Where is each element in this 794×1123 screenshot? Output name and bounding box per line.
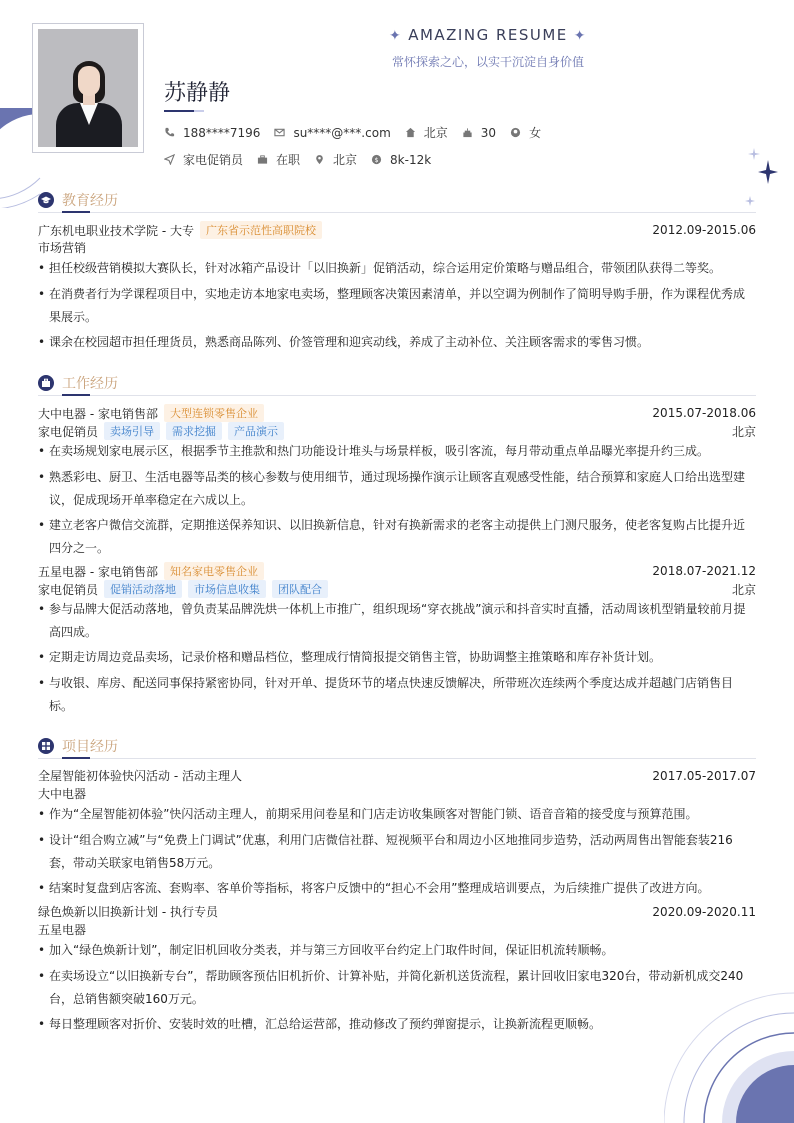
section-divider-accent xyxy=(62,394,90,396)
section-title-projects: 项目经历 xyxy=(62,739,118,755)
project-bullet: • 每日整理顾客对折价、安装时效的吐槽，汇总给运营部，推动修改了预约弹窗提示，让换新流程更顺畅。 xyxy=(38,1013,750,1036)
gender-text: 女 xyxy=(529,126,542,140)
project-bullet: • 加入“绿色焕新计划”，制定旧机回收分类表，并与第三方回收平台约定上门取件时间，保证旧机流转顺畅。 xyxy=(38,939,750,962)
name-underline xyxy=(164,110,194,112)
job-bullet: • 参与品牌大促活动落地，曾负责某品牌洗烘一体机上市推广，组织现场“穿衣挑战”演示和抖音实时直播，活动周该机型销量较前月提高四成。 xyxy=(38,598,750,644)
profile-photo-frame xyxy=(32,23,144,153)
name-underline-accent xyxy=(194,110,204,112)
project-name: 全屋智能初体验快闪活动 - 活动主理人 xyxy=(38,769,242,783)
project-org-line xyxy=(38,921,756,938)
education-major-line xyxy=(38,239,756,256)
graduation-cap-icon xyxy=(38,192,54,208)
job-target-text: 家电促销员 xyxy=(183,153,244,167)
job-target-item xyxy=(164,151,243,168)
money-icon xyxy=(371,154,382,165)
skill-tag: 团队配合 xyxy=(272,580,328,598)
school-tag: 广东省示范性高职院校 xyxy=(200,221,322,239)
job-location: 北京 xyxy=(731,424,756,439)
company-name: 大中电器 - 家电销售部 xyxy=(38,406,158,421)
sparkle-decoration xyxy=(744,146,784,210)
job-bullet: • 熟悉彩电、厨卫、生活电器等品类的核心参数与使用细节，通过现场操作演示让顾客直观感受性能，结合预算和家庭人口给出选型建议，促成现场开单率稳定在六成以上。 xyxy=(38,466,750,512)
city-text: 北京 xyxy=(423,126,448,140)
job-entry-header xyxy=(38,562,756,580)
status-text: 在职 xyxy=(276,153,301,167)
project-bullet: • 结案时复盘到店客流、套购率、客单价等指标，将客户反馈中的“担心不会用”整理成培训要点，为后续推广提供了改进方向。 xyxy=(38,877,750,900)
section-divider-accent xyxy=(62,211,90,213)
project-org: 五星电器 xyxy=(38,923,87,937)
email-item xyxy=(274,126,390,140)
company-tag: 大型连锁零售企业 xyxy=(164,404,264,422)
status-item xyxy=(257,151,300,168)
education-bullet: • 担任校级营销模拟大赛队长，针对冰箱产品设计「以旧换新」促销活动，综合运用定价策略与赠品组合，带领团队获得二等奖。 xyxy=(38,257,750,280)
email-text: su****@***.com xyxy=(293,125,391,140)
skill-tag: 卖场引导 xyxy=(104,422,160,440)
education-date: 2012.09-2015.06 xyxy=(652,223,756,237)
job-position-line xyxy=(38,422,756,440)
company-tag: 知名家电零售企业 xyxy=(164,562,264,580)
email-icon xyxy=(274,127,285,138)
project-date: 2020.09-2020.11 xyxy=(652,904,756,919)
job-date: 2015.07-2018.06 xyxy=(652,406,756,420)
section-divider-accent xyxy=(62,757,90,759)
age-item xyxy=(462,126,496,140)
job-date: 2018.07-2021.12 xyxy=(652,564,756,578)
section-header-work xyxy=(38,373,118,393)
section-title-education: 教育经历 xyxy=(62,193,118,209)
project-entry-header xyxy=(38,903,756,920)
project-bullet: • 设计“组合购立减”与“免费上门调试”优惠，利用门店微信社群、短视频平台和周边小区地推同步造势，活动两周售出智能套装216套，带动关联家电销售58万元。 xyxy=(38,829,750,875)
job-location: 北京 xyxy=(731,582,756,597)
skill-tag: 促销活动落地 xyxy=(104,580,182,598)
section-header-education xyxy=(38,190,118,210)
city-item xyxy=(405,124,448,141)
gender-icon xyxy=(510,127,521,138)
section-header-projects xyxy=(38,736,118,756)
project-bullet: • 作为“全屋智能初体验”快闪活动主理人，前期采用问卷星和门店走访收集顾客对智能门锁、语音音箱的接受度与预算范围。 xyxy=(38,803,750,826)
profile-photo xyxy=(38,29,138,147)
section-divider xyxy=(38,395,756,396)
home-icon xyxy=(405,127,416,138)
contact-info-row xyxy=(164,124,555,141)
project-bullet: • 在卖场设立“以旧换新专台”，帮助顾客预估旧机折价、计算补贴，并简化新机送货流程，累计回收旧家电320台，带动新机成交240台，总销售额突破160万元。 xyxy=(38,965,750,1011)
job-bullet: • 建立老客户微信交流群，定期推送保养知识、以旧换新信息，针对有换新需求的老客主动提供上门测尺服务，使老客复购占比提升近四分之一。 xyxy=(38,514,750,560)
resume-header-title xyxy=(300,26,676,44)
school-name: 广东机电职业技术学院 - 大专 xyxy=(38,223,194,238)
project-org: 大中电器 xyxy=(38,787,87,801)
skill-tag: 市场信息收集 xyxy=(188,580,266,598)
education-entry-header xyxy=(38,221,756,239)
age-text: 30 xyxy=(480,125,497,140)
project-entry-header xyxy=(38,767,756,784)
section-divider xyxy=(38,758,756,759)
briefcase-icon xyxy=(38,375,54,391)
major-name: 市场营销 xyxy=(38,241,87,255)
phone-text: 188****7196 xyxy=(183,125,261,140)
phone-icon xyxy=(164,127,175,138)
company-name: 五星电器 - 家电销售部 xyxy=(38,564,158,579)
header-title-text: AMAZING RESUME xyxy=(408,26,568,44)
project-name: 绿色焕新以旧换新计划 - 执行专员 xyxy=(38,905,218,919)
job-intention-row xyxy=(164,151,445,168)
star-icon: ✦ xyxy=(573,28,588,44)
section-divider xyxy=(38,212,756,213)
skill-tag: 需求挖掘 xyxy=(166,422,222,440)
gender-item xyxy=(510,124,541,141)
candidate-name: 苏静静 xyxy=(164,81,231,106)
job-position: 家电促销员 xyxy=(38,582,99,597)
target-city-text: 北京 xyxy=(333,153,358,167)
svg-text:$: $ xyxy=(374,155,379,164)
project-date: 2017.05-2017.07 xyxy=(652,768,756,783)
education-bullet: • 在消费者行为学课程项目中，实地走访本地家电卖场，整理顾客决策因素清单，并以空调为例制作了简明导购手册，作为课程优秀成果展示。 xyxy=(38,283,750,329)
job-bullet: • 在卖场规划家电展示区，根据季节主推款和热门功能设计堆头与场景样板，吸引客流，每月带动重点单品曝光率提升约三成。 xyxy=(38,440,750,463)
section-title-work: 工作经历 xyxy=(62,376,118,392)
send-icon xyxy=(164,154,175,165)
job-position: 家电促销员 xyxy=(38,424,99,439)
salary-text: 8k-12k xyxy=(390,152,432,167)
star-icon: ✦ xyxy=(388,28,403,44)
briefcase-icon xyxy=(257,154,268,165)
project-org-line xyxy=(38,785,756,802)
salary-item xyxy=(371,153,431,167)
header-motto: 常怀探索之心，以实干沉淀自身价值 xyxy=(391,55,584,69)
cake-icon xyxy=(462,127,473,138)
skill-tag: 产品演示 xyxy=(228,422,284,440)
location-pin-icon xyxy=(314,154,325,165)
target-city-item xyxy=(314,151,357,168)
phone-item xyxy=(164,126,260,140)
job-bullet: • 定期走访周边竞品卖场，记录价格和赠品档位，整理成行情简报提交销售主管，协助调整主推策略和库存补货计划。 xyxy=(38,646,750,669)
job-position-line xyxy=(38,580,756,598)
education-bullet: • 课余在校园超市担任理货员，熟悉商品陈列、价签管理和迎宾动线，养成了主动补位、关注顾客需求的零售习惯。 xyxy=(38,331,750,354)
job-entry-header xyxy=(38,404,756,422)
job-bullet: • 与收银、库房、配送同事保持紧密协同，针对开单、提货环节的堵点快速反馈解决，所带班次连续两个季度达成并超越门店销售目标。 xyxy=(38,672,750,718)
grid-icon xyxy=(38,738,54,754)
